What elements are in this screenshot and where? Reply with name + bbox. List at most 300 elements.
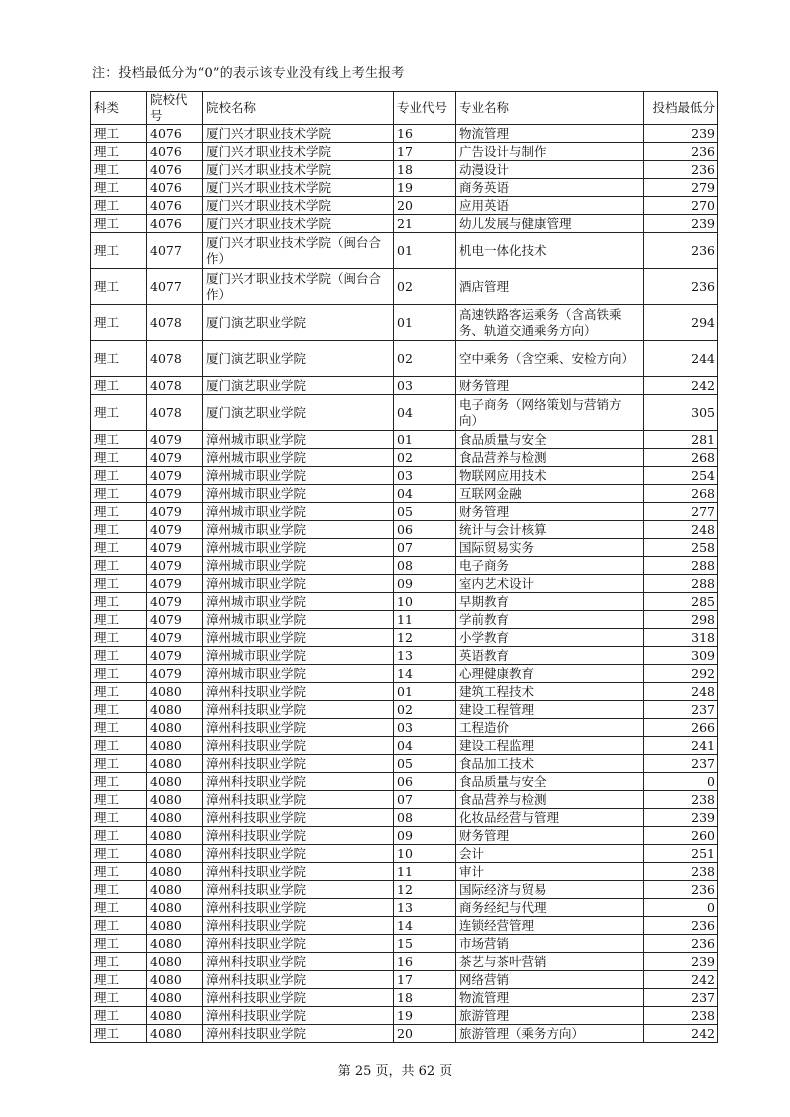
cell-school-code: 4078 <box>147 341 203 377</box>
cell-category: 理工 <box>91 917 147 935</box>
cell-category: 理工 <box>91 755 147 773</box>
cell-category: 理工 <box>91 737 147 755</box>
table-row <box>91 197 718 215</box>
cell-major-name: 英语教育 <box>456 647 644 665</box>
table-row <box>91 521 718 539</box>
cell-category: 理工 <box>91 503 147 521</box>
cell-category: 理工 <box>91 953 147 971</box>
cell-major-code: 06 <box>394 521 456 539</box>
cell-major-code: 10 <box>394 593 456 611</box>
table-row <box>91 917 718 935</box>
cell-school-name: 漳州科技职业学院 <box>203 827 394 845</box>
cell-category: 理工 <box>91 593 147 611</box>
cell-major-code: 03 <box>394 467 456 485</box>
cell-min-score: 239 <box>644 125 718 143</box>
cell-category: 理工 <box>91 125 147 143</box>
table-row <box>91 1007 718 1025</box>
cell-major-code: 01 <box>394 233 456 269</box>
table-row <box>91 935 718 953</box>
cell-category: 理工 <box>91 269 147 305</box>
cell-school-name: 漳州科技职业学院 <box>203 1007 394 1025</box>
header-school-name: 院校名称 <box>203 92 394 125</box>
cell-school-name: 厦门兴才职业技术学院（闽台合作） <box>203 269 394 305</box>
cell-school-code: 4080 <box>147 1025 203 1043</box>
cell-category: 理工 <box>91 701 147 719</box>
cell-school-name: 漳州科技职业学院 <box>203 917 394 935</box>
cell-min-score: 266 <box>644 719 718 737</box>
cell-major-code: 02 <box>394 269 456 305</box>
cell-major-name: 学前教育 <box>456 611 644 629</box>
cell-major-code: 17 <box>394 971 456 989</box>
cell-category: 理工 <box>91 647 147 665</box>
cell-school-name: 厦门演艺职业学院 <box>203 305 394 341</box>
cell-school-code: 4078 <box>147 305 203 341</box>
cell-school-code: 4076 <box>147 161 203 179</box>
cell-school-code: 4079 <box>147 431 203 449</box>
cell-category: 理工 <box>91 485 147 503</box>
cell-school-code: 4077 <box>147 233 203 269</box>
cell-major-name: 食品加工技术 <box>456 755 644 773</box>
cell-school-name: 漳州城市职业学院 <box>203 521 394 539</box>
cell-major-name: 商务经纪与代理 <box>456 899 644 917</box>
cell-major-code: 03 <box>394 377 456 395</box>
cell-major-name: 食品质量与安全 <box>456 431 644 449</box>
cell-min-score: 237 <box>644 701 718 719</box>
cell-category: 理工 <box>91 575 147 593</box>
table-row <box>91 701 718 719</box>
cell-school-code: 4079 <box>147 647 203 665</box>
cell-category: 理工 <box>91 881 147 899</box>
cell-school-code: 4079 <box>147 467 203 485</box>
cell-school-code: 4080 <box>147 953 203 971</box>
cell-major-code: 06 <box>394 773 456 791</box>
table-row <box>91 683 718 701</box>
cell-school-name: 漳州城市职业学院 <box>203 485 394 503</box>
cell-major-code: 13 <box>394 899 456 917</box>
cell-category: 理工 <box>91 143 147 161</box>
cell-major-name: 国际贸易实务 <box>456 539 644 557</box>
cell-major-code: 03 <box>394 719 456 737</box>
table-row <box>91 881 718 899</box>
cell-school-name: 漳州科技职业学院 <box>203 791 394 809</box>
cell-school-code: 4080 <box>147 737 203 755</box>
cell-major-code: 02 <box>394 341 456 377</box>
cell-major-name: 电子商务（网络策划与营销方向） <box>456 395 644 431</box>
cell-major-name: 建设工程监理 <box>456 737 644 755</box>
cell-major-name: 高速铁路客运乘务（含高铁乘务、轨道交通乘务方向） <box>456 305 644 341</box>
cell-min-score: 318 <box>644 629 718 647</box>
cell-major-name: 物流管理 <box>456 125 644 143</box>
cell-category: 理工 <box>91 395 147 431</box>
cell-major-name: 连锁经营管理 <box>456 917 644 935</box>
cell-school-code: 4080 <box>147 863 203 881</box>
cell-school-name: 漳州科技职业学院 <box>203 755 394 773</box>
cell-major-name: 室内艺术设计 <box>456 575 644 593</box>
table-row <box>91 971 718 989</box>
cell-category: 理工 <box>91 449 147 467</box>
cell-school-name: 厦门兴才职业技术学院 <box>203 161 394 179</box>
cell-category: 理工 <box>91 197 147 215</box>
table-row <box>91 431 718 449</box>
cell-category: 理工 <box>91 827 147 845</box>
cell-major-code: 09 <box>394 827 456 845</box>
cell-school-code: 4076 <box>147 125 203 143</box>
cell-school-name: 厦门兴才职业技术学院 <box>203 125 394 143</box>
cell-school-name: 漳州城市职业学院 <box>203 665 394 683</box>
cell-major-code: 10 <box>394 845 456 863</box>
cell-min-score: 236 <box>644 233 718 269</box>
cell-school-name: 厦门兴才职业技术学院 <box>203 143 394 161</box>
cell-min-score: 242 <box>644 377 718 395</box>
cell-major-code: 18 <box>394 989 456 1007</box>
cell-major-name: 酒店管理 <box>456 269 644 305</box>
cell-major-code: 20 <box>394 197 456 215</box>
cell-school-name: 漳州科技职业学院 <box>203 863 394 881</box>
cell-major-code: 01 <box>394 305 456 341</box>
cell-min-score: 305 <box>644 395 718 431</box>
cell-school-name: 厦门演艺职业学院 <box>203 377 394 395</box>
cell-school-code: 4079 <box>147 593 203 611</box>
cell-category: 理工 <box>91 863 147 881</box>
cell-school-code: 4080 <box>147 845 203 863</box>
cell-school-name: 漳州科技职业学院 <box>203 737 394 755</box>
cell-category: 理工 <box>91 431 147 449</box>
cell-school-code: 4080 <box>147 917 203 935</box>
cell-school-code: 4080 <box>147 971 203 989</box>
cell-category: 理工 <box>91 773 147 791</box>
cell-major-name: 广告设计与制作 <box>456 143 644 161</box>
cell-major-code: 21 <box>394 215 456 233</box>
cell-school-code: 4080 <box>147 755 203 773</box>
table-row <box>91 575 718 593</box>
cell-major-code: 01 <box>394 683 456 701</box>
cell-major-name: 旅游管理 <box>456 1007 644 1025</box>
cell-min-score: 236 <box>644 143 718 161</box>
table-row <box>91 827 718 845</box>
table-row <box>91 1025 718 1043</box>
cell-category: 理工 <box>91 557 147 575</box>
cell-major-name: 网络营销 <box>456 971 644 989</box>
cell-min-score: 298 <box>644 611 718 629</box>
cell-major-name: 市场营销 <box>456 935 644 953</box>
cell-major-name: 商务英语 <box>456 179 644 197</box>
cell-major-code: 08 <box>394 809 456 827</box>
cell-major-code: 12 <box>394 629 456 647</box>
cell-min-score: 248 <box>644 521 718 539</box>
cell-school-code: 4076 <box>147 197 203 215</box>
cell-min-score: 238 <box>644 863 718 881</box>
cell-min-score: 251 <box>644 845 718 863</box>
table-row <box>91 737 718 755</box>
table-row <box>91 809 718 827</box>
cell-major-name: 幼儿发展与健康管理 <box>456 215 644 233</box>
cell-major-name: 小学教育 <box>456 629 644 647</box>
cell-category: 理工 <box>91 719 147 737</box>
cell-school-name: 漳州科技职业学院 <box>203 1025 394 1043</box>
table-row <box>91 719 718 737</box>
table-row <box>91 467 718 485</box>
cell-category: 理工 <box>91 665 147 683</box>
cell-school-name: 漳州城市职业学院 <box>203 611 394 629</box>
cell-min-score: 236 <box>644 935 718 953</box>
table-row <box>91 665 718 683</box>
cell-school-name: 厦门兴才职业技术学院 <box>203 197 394 215</box>
cell-min-score: 288 <box>644 557 718 575</box>
cell-major-name: 动漫设计 <box>456 161 644 179</box>
cell-major-code: 07 <box>394 791 456 809</box>
cell-major-code: 13 <box>394 647 456 665</box>
cell-major-name: 心理健康教育 <box>456 665 644 683</box>
cell-category: 理工 <box>91 791 147 809</box>
cell-school-name: 漳州城市职业学院 <box>203 467 394 485</box>
table-row <box>91 539 718 557</box>
cell-school-code: 4079 <box>147 449 203 467</box>
cell-school-name: 厦门兴才职业技术学院 <box>203 179 394 197</box>
cell-school-name: 漳州科技职业学院 <box>203 989 394 1007</box>
cell-major-name: 机电一体化技术 <box>456 233 644 269</box>
cell-school-name: 漳州科技职业学院 <box>203 935 394 953</box>
cell-min-score: 294 <box>644 305 718 341</box>
cell-category: 理工 <box>91 539 147 557</box>
header-category: 科类 <box>91 92 147 125</box>
cell-category: 理工 <box>91 899 147 917</box>
cell-major-name: 早期教育 <box>456 593 644 611</box>
cell-school-code: 4080 <box>147 899 203 917</box>
cell-school-code: 4080 <box>147 989 203 1007</box>
table-row <box>91 647 718 665</box>
cell-major-code: 11 <box>394 863 456 881</box>
cell-category: 理工 <box>91 161 147 179</box>
cell-major-name: 会计 <box>456 845 644 863</box>
table-row <box>91 233 718 269</box>
cell-major-code: 08 <box>394 557 456 575</box>
table-row <box>91 449 718 467</box>
cell-major-name: 建设工程管理 <box>456 701 644 719</box>
cell-school-code: 4076 <box>147 215 203 233</box>
cell-major-code: 14 <box>394 665 456 683</box>
cell-school-name: 漳州城市职业学院 <box>203 593 394 611</box>
header-major-code: 专业代号 <box>394 92 456 125</box>
cell-school-code: 4077 <box>147 269 203 305</box>
cell-min-score: 0 <box>644 899 718 917</box>
cell-school-name: 漳州城市职业学院 <box>203 449 394 467</box>
cell-school-name: 厦门兴才职业技术学院 <box>203 215 394 233</box>
cell-category: 理工 <box>91 305 147 341</box>
cell-category: 理工 <box>91 629 147 647</box>
cell-school-code: 4080 <box>147 683 203 701</box>
cell-major-name: 食品营养与检测 <box>456 791 644 809</box>
cell-school-name: 漳州科技职业学院 <box>203 683 394 701</box>
cell-min-score: 258 <box>644 539 718 557</box>
cell-major-code: 04 <box>394 485 456 503</box>
table-row <box>91 179 718 197</box>
table-row <box>91 953 718 971</box>
cell-category: 理工 <box>91 377 147 395</box>
cell-major-name: 应用英语 <box>456 197 644 215</box>
cell-school-code: 4080 <box>147 881 203 899</box>
cell-school-name: 漳州科技职业学院 <box>203 773 394 791</box>
cell-school-code: 4079 <box>147 611 203 629</box>
cell-major-code: 02 <box>394 449 456 467</box>
cell-school-code: 4079 <box>147 539 203 557</box>
cell-school-name: 漳州城市职业学院 <box>203 557 394 575</box>
cell-min-score: 239 <box>644 953 718 971</box>
cell-major-name: 财务管理 <box>456 503 644 521</box>
cell-major-name: 国际经济与贸易 <box>456 881 644 899</box>
cell-school-name: 漳州科技职业学院 <box>203 899 394 917</box>
cell-major-name: 财务管理 <box>456 827 644 845</box>
table-row <box>91 773 718 791</box>
cell-school-name: 漳州科技职业学院 <box>203 809 394 827</box>
cell-major-name: 食品质量与安全 <box>456 773 644 791</box>
cell-major-name: 电子商务 <box>456 557 644 575</box>
cell-school-name: 漳州城市职业学院 <box>203 647 394 665</box>
cell-school-code: 4080 <box>147 935 203 953</box>
cell-school-code: 4078 <box>147 395 203 431</box>
cell-major-name: 统计与会计核算 <box>456 521 644 539</box>
cell-school-name: 漳州科技职业学院 <box>203 719 394 737</box>
cell-min-score: 288 <box>644 575 718 593</box>
cell-min-score: 236 <box>644 161 718 179</box>
cell-major-name: 审计 <box>456 863 644 881</box>
table-row <box>91 395 718 431</box>
cell-major-name: 物流管理 <box>456 989 644 1007</box>
table-body <box>91 125 718 1043</box>
cell-min-score: 268 <box>644 449 718 467</box>
table-row <box>91 143 718 161</box>
cell-category: 理工 <box>91 215 147 233</box>
cell-school-name: 漳州城市职业学院 <box>203 629 394 647</box>
cell-major-name: 空中乘务（含空乘、安检方向） <box>456 341 644 377</box>
cell-major-name: 工程造价 <box>456 719 644 737</box>
cell-major-code: 20 <box>394 1025 456 1043</box>
table-row <box>91 899 718 917</box>
cell-major-name: 物联网应用技术 <box>456 467 644 485</box>
cell-category: 理工 <box>91 1025 147 1043</box>
cell-min-score: 268 <box>644 485 718 503</box>
cell-min-score: 281 <box>644 431 718 449</box>
cell-major-code: 09 <box>394 575 456 593</box>
cell-category: 理工 <box>91 989 147 1007</box>
cell-major-code: 18 <box>394 161 456 179</box>
cell-category: 理工 <box>91 521 147 539</box>
cell-major-code: 04 <box>394 737 456 755</box>
cell-category: 理工 <box>91 971 147 989</box>
cell-school-code: 4079 <box>147 485 203 503</box>
cell-min-score: 242 <box>644 1025 718 1043</box>
cell-min-score: 270 <box>644 197 718 215</box>
cell-school-name: 厦门演艺职业学院 <box>203 395 394 431</box>
table-row <box>91 989 718 1007</box>
cell-school-name: 漳州城市职业学院 <box>203 431 394 449</box>
cell-school-name: 厦门兴才职业技术学院（闽台合作） <box>203 233 394 269</box>
table-row <box>91 341 718 377</box>
cell-min-score: 236 <box>644 917 718 935</box>
cell-min-score: 279 <box>644 179 718 197</box>
cell-major-code: 16 <box>394 125 456 143</box>
cell-min-score: 0 <box>644 773 718 791</box>
header-school-code: 院校代号 <box>147 92 203 125</box>
table-row <box>91 791 718 809</box>
cell-school-code: 4080 <box>147 809 203 827</box>
cell-school-code: 4080 <box>147 827 203 845</box>
table-header-row <box>91 92 718 125</box>
cell-min-score: 260 <box>644 827 718 845</box>
table-row <box>91 161 718 179</box>
cell-major-name: 食品营养与检测 <box>456 449 644 467</box>
cell-school-code: 4080 <box>147 701 203 719</box>
cell-school-code: 4079 <box>147 629 203 647</box>
cell-min-score: 242 <box>644 971 718 989</box>
cell-major-code: 04 <box>394 395 456 431</box>
cell-school-code: 4076 <box>147 143 203 161</box>
cell-major-code: 15 <box>394 935 456 953</box>
cell-school-name: 漳州科技职业学院 <box>203 953 394 971</box>
table-row <box>91 269 718 305</box>
cell-major-code: 12 <box>394 881 456 899</box>
cell-school-code: 4079 <box>147 521 203 539</box>
table-row <box>91 593 718 611</box>
cell-school-code: 4076 <box>147 179 203 197</box>
table-row <box>91 305 718 341</box>
cell-major-code: 05 <box>394 755 456 773</box>
cell-school-name: 漳州城市职业学院 <box>203 503 394 521</box>
cell-major-code: 02 <box>394 701 456 719</box>
header-major-name: 专业名称 <box>456 92 644 125</box>
cell-min-score: 236 <box>644 269 718 305</box>
table-row <box>91 755 718 773</box>
cell-major-name: 建筑工程技术 <box>456 683 644 701</box>
cell-major-name: 互联网金融 <box>456 485 644 503</box>
cell-category: 理工 <box>91 467 147 485</box>
table-row <box>91 629 718 647</box>
table-row <box>91 557 718 575</box>
table-row <box>91 215 718 233</box>
cell-school-code: 4079 <box>147 575 203 593</box>
header-min-score: 投档最低分 <box>644 92 718 125</box>
cell-min-score: 237 <box>644 755 718 773</box>
cell-school-code: 4080 <box>147 791 203 809</box>
cell-major-name: 财务管理 <box>456 377 644 395</box>
cell-school-name: 漳州城市职业学院 <box>203 575 394 593</box>
cell-category: 理工 <box>91 1007 147 1025</box>
cell-major-code: 01 <box>394 431 456 449</box>
cell-min-score: 239 <box>644 809 718 827</box>
cell-major-code: 17 <box>394 143 456 161</box>
cell-min-score: 277 <box>644 503 718 521</box>
cell-category: 理工 <box>91 845 147 863</box>
cell-school-code: 4080 <box>147 1007 203 1025</box>
cell-school-name: 漳州科技职业学院 <box>203 971 394 989</box>
cell-school-name: 漳州科技职业学院 <box>203 701 394 719</box>
cell-category: 理工 <box>91 179 147 197</box>
cell-min-score: 238 <box>644 1007 718 1025</box>
cell-category: 理工 <box>91 233 147 269</box>
cell-school-name: 厦门演艺职业学院 <box>203 341 394 377</box>
cell-category: 理工 <box>91 809 147 827</box>
cell-min-score: 244 <box>644 341 718 377</box>
cell-major-code: 16 <box>394 953 456 971</box>
cell-category: 理工 <box>91 341 147 377</box>
cell-major-code: 19 <box>394 1007 456 1025</box>
table-row <box>91 125 718 143</box>
cell-category: 理工 <box>91 611 147 629</box>
cell-category: 理工 <box>91 683 147 701</box>
table-row <box>91 485 718 503</box>
table-row <box>91 503 718 521</box>
cell-school-code: 4079 <box>147 557 203 575</box>
admission-score-table <box>90 91 718 1043</box>
